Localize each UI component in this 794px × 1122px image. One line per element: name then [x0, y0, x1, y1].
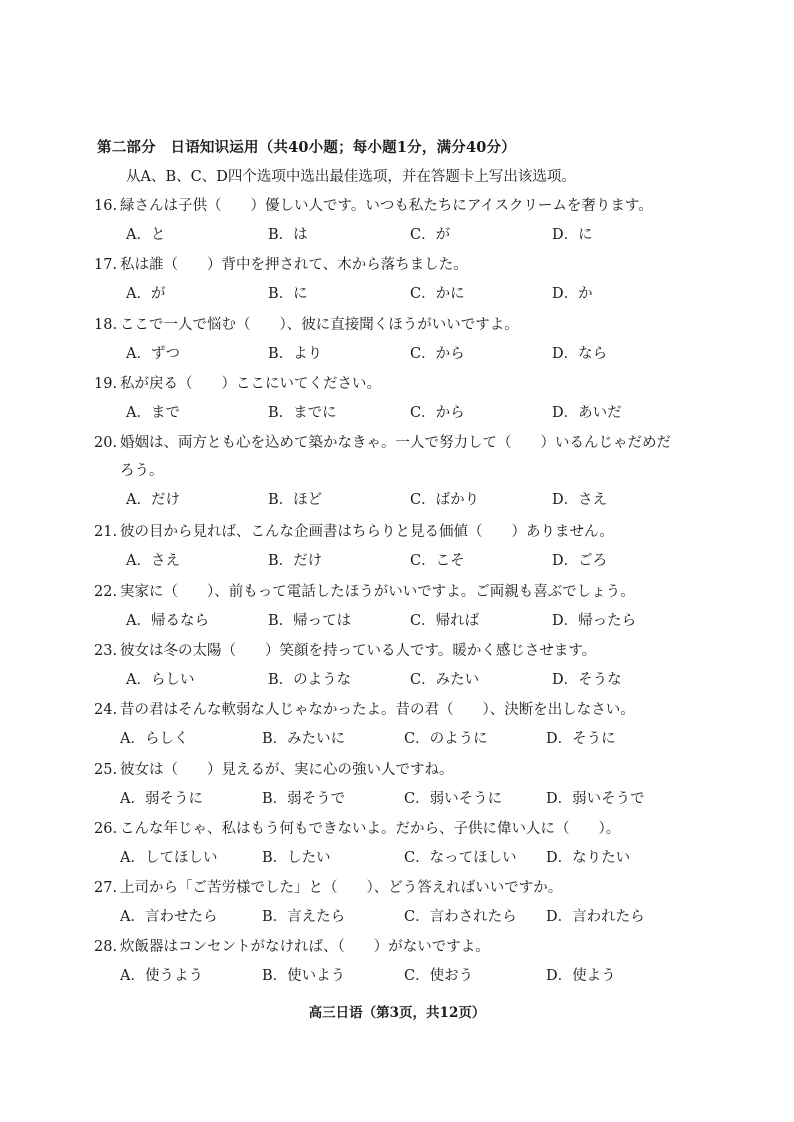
answer-option-d: D．弱いそうで — [546, 791, 645, 807]
question-item — [94, 641, 714, 690]
question-text: 私は誰（ ）背中を押されて、木から落ちました。 — [120, 257, 468, 273]
answer-option-b: B．だけ — [268, 553, 323, 569]
answer-option-b: B．帰っては — [268, 613, 352, 629]
question-text: 彼の目から見れば、こんな企画書はちらりと見る価値（ ）ありません。 — [120, 524, 614, 540]
question-stem — [94, 196, 714, 216]
answer-option-b: B．に — [268, 286, 308, 302]
answer-option-a: A．が — [126, 286, 166, 302]
answer-option-a: A．してほしい — [120, 850, 218, 866]
question-text: ここで一人で悩む（ ）、彼に直接聞くほうがいいですよ。 — [120, 317, 519, 333]
answer-option-c: C．のように — [404, 731, 488, 747]
question-stem — [94, 255, 714, 275]
question-item — [94, 878, 714, 927]
answer-option-a: A．ずつ — [126, 346, 180, 362]
question-number: 28. — [94, 939, 118, 955]
answer-option-b: B．弱そうで — [262, 791, 346, 807]
question-item — [94, 433, 714, 510]
answer-option-c: C．帰れば — [410, 613, 480, 629]
question-item — [94, 937, 714, 986]
answer-option-c: C．みたい — [410, 672, 480, 688]
section-title: 第二部分 日语知识运用（共40小题；每小题1分，满分40分） — [97, 139, 516, 156]
answer-option-c: C．から — [410, 405, 465, 421]
question-number: 23. — [94, 643, 118, 659]
question-number: 16. — [94, 198, 118, 214]
question-text: 彼女は冬の太陽（ ）笑顔を持っている人です。暖かく感じさせます。 — [120, 643, 597, 659]
answer-option-d: D．に — [552, 227, 593, 243]
question-text: 彼女は（ ）見えるが、実に心の強い人ですね。 — [120, 762, 454, 778]
question-stem — [94, 760, 714, 780]
answer-option-a: A．帰るなら — [126, 613, 209, 629]
answer-option-c: C．使おう — [404, 968, 474, 984]
question-number: 21. — [94, 524, 118, 540]
page-footer: 高三日语（第3页，共12页） — [308, 1005, 486, 1021]
answer-option-d: D．言われたら — [546, 909, 645, 925]
answer-option-c: C．から — [410, 346, 465, 362]
answer-option-b: B．使いよう — [262, 968, 346, 984]
answer-option-b: B．より — [268, 346, 323, 362]
answer-options — [94, 729, 714, 749]
answer-option-d: D．なら — [552, 346, 608, 362]
question-stem — [94, 522, 714, 542]
answer-option-a: A．まで — [126, 405, 180, 421]
answer-option-c: C．こそ — [410, 553, 465, 569]
question-stem — [94, 819, 714, 839]
answer-option-b: B．のような — [268, 672, 352, 688]
answer-options — [94, 907, 714, 927]
answer-options — [94, 789, 714, 809]
answer-option-d: D．あいだ — [552, 405, 622, 421]
question-item — [94, 700, 714, 749]
answer-option-d: D．ごろ — [552, 553, 608, 569]
answer-option-c: C．なってほしい — [404, 850, 517, 866]
question-number: 24. — [94, 702, 118, 718]
question-item — [94, 315, 714, 364]
answer-options — [94, 551, 714, 571]
question-text: 婚姻は、両方とも心を込めて築かなきゃ。一人で努力して（ ）いるんじゃだめだ — [120, 435, 671, 451]
question-number: 25. — [94, 762, 118, 778]
question-stem — [94, 700, 714, 720]
question-stem — [94, 641, 714, 661]
answer-option-a: A．使うよう — [120, 968, 203, 984]
answer-option-a: A．と — [126, 227, 166, 243]
question-item — [94, 582, 714, 631]
question-item — [94, 522, 714, 571]
answer-options — [94, 284, 714, 304]
question-number: 27. — [94, 880, 118, 896]
question-stem — [94, 374, 714, 394]
answer-option-c: C．弱いそうに — [404, 791, 503, 807]
answer-options — [94, 225, 714, 245]
answer-option-b: B．みたいに — [262, 731, 346, 747]
question-stem — [94, 433, 714, 453]
question-stem-continued — [94, 461, 714, 481]
question-text: 炊飯器はコンセントがなければ、（ ）がないですよ。 — [120, 939, 490, 955]
answer-option-d: D．そうな — [552, 672, 622, 688]
answer-option-c: C．言わされたら — [404, 909, 517, 925]
question-item — [94, 760, 714, 809]
answer-option-b: B．は — [268, 227, 308, 243]
answer-option-c: C．かに — [410, 286, 465, 302]
question-number: 20. — [94, 435, 118, 451]
question-number: 17. — [94, 257, 118, 273]
answer-options — [94, 848, 714, 868]
question-stem — [94, 878, 714, 898]
question-stem — [94, 582, 714, 602]
answer-option-d: D．なりたい — [546, 850, 631, 866]
answer-option-d: D．帰ったら — [552, 613, 637, 629]
answer-option-a: A．言わせたら — [120, 909, 218, 925]
question-number: 26. — [94, 821, 118, 837]
question-number: 19. — [94, 376, 118, 392]
answer-option-b: B．言えたら — [262, 909, 346, 925]
answer-option-a: A．らしく — [120, 731, 189, 747]
question-text: 実家に（ ）、前もって電話したほうがいいですよ。ご両親も喜ぶでしょう。 — [120, 584, 635, 600]
answer-options — [94, 670, 714, 690]
question-stem — [94, 315, 714, 335]
question-item — [94, 374, 714, 423]
answer-option-a: A．弱そうに — [120, 791, 203, 807]
section-instruction: 从A、B、C、D四个选项中选出最佳选项，并在答题卡上写出该选项。 — [126, 169, 576, 185]
answer-option-b: B．ほど — [268, 492, 323, 508]
answer-options — [94, 966, 714, 986]
question-text: 私が戻る（ ）ここにいてください。 — [120, 376, 381, 392]
question-stem — [94, 937, 714, 957]
answer-options — [94, 344, 714, 364]
answer-option-c: C．が — [410, 227, 451, 243]
answer-options — [94, 490, 714, 510]
answer-option-a: A．だけ — [126, 492, 180, 508]
question-text: こんな年じゃ、私はもう何もできないよ。だから、子供に偉い人に（ ）。 — [120, 821, 621, 837]
question-item — [94, 819, 714, 868]
answer-option-b: B．したい — [262, 850, 331, 866]
question-number: 22. — [94, 584, 118, 600]
answer-option-d: D．使よう — [546, 968, 616, 984]
question-item — [94, 255, 714, 304]
question-text: ろう。 — [120, 463, 164, 479]
answer-option-a: A．らしい — [126, 672, 195, 688]
question-item — [94, 196, 714, 245]
answer-option-b: B．までに — [268, 405, 337, 421]
question-number: 18. — [94, 317, 118, 333]
answer-option-d: D．か — [552, 286, 593, 302]
answer-option-a: A．さえ — [126, 553, 180, 569]
answer-option-c: C．ばかり — [410, 492, 480, 508]
answer-options — [94, 403, 714, 423]
question-text: 昔の君はそんな軟弱な人じゃなかったよ。昔の君（ ）、決断を出しなさい。 — [120, 702, 635, 718]
answer-option-d: D．そうに — [546, 731, 616, 747]
question-text: 上司から「ご苦労様でした」と（ ）、どう答えればいいですか。 — [120, 880, 563, 896]
answer-options — [94, 611, 714, 631]
question-text: 緑さんは子供（ ）優しい人です。いつも私たちにアイスクリームを奢ります。 — [120, 198, 653, 214]
answer-option-d: D．さえ — [552, 492, 608, 508]
